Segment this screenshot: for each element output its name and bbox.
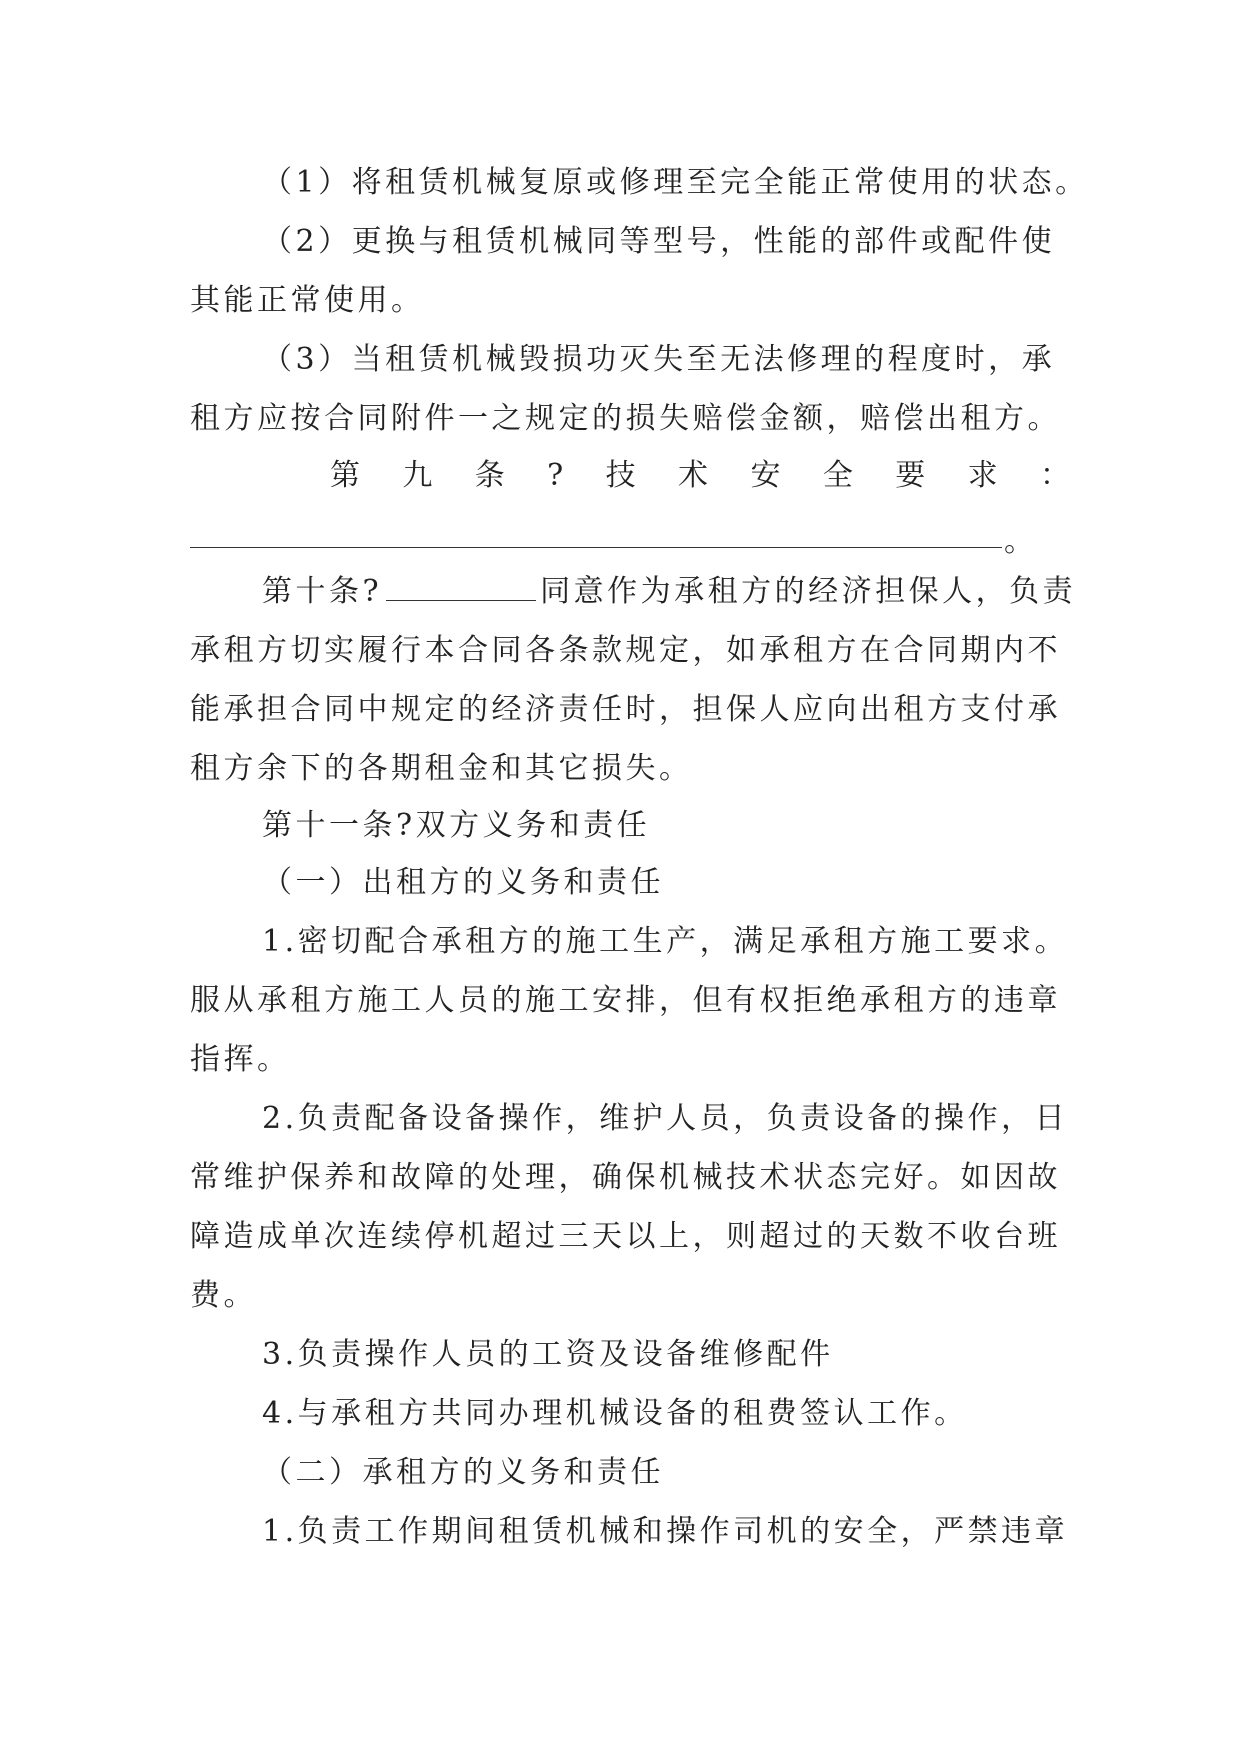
clause-9-char: 九 xyxy=(402,458,433,493)
clause-10-label: 第十条? xyxy=(262,574,383,609)
lessor-item-3: 3.负责操作人员的工资及设备维修配件 xyxy=(262,1337,834,1372)
clause-9-char: 要 xyxy=(895,458,926,493)
lessee-item-1: 1.负责工作期间租赁机械和操作司机的安全，严禁违章 xyxy=(262,1514,1069,1549)
lessor-item-2-cont-1: 常维护保养和故障的处理，确保机械技术状态完好。如因故 xyxy=(190,1160,1061,1195)
clause-10-cont-3: 租方余下的各期租金和其它损失。 xyxy=(190,751,693,786)
clause-9-char: 求 xyxy=(967,458,998,493)
clause-9-heading xyxy=(330,456,1070,496)
clause-9-char: ? xyxy=(547,458,564,493)
clause-8-item-1: （1）将租赁机械复原或修理至完全能正常使用的状态。 xyxy=(262,165,1089,200)
clause-10-cont-2: 能承担合同中规定的经济责任时，担保人应向出租方支付承 xyxy=(190,692,1061,727)
guarantor-blank xyxy=(386,576,536,601)
clause-9-char: 安 xyxy=(750,458,781,493)
clause-9-char: 第 xyxy=(330,458,360,493)
clause-10 xyxy=(262,572,1142,612)
clause-8-item-3: （3）当租赁机械毁损功灭失至无法修理的程度时，承 xyxy=(262,342,1056,377)
clause-10-cont-1: 承租方切实履行本合同各条款规定，如承租方在合同期内不 xyxy=(190,633,1061,668)
lessor-item-4: 4.与承租方共同办理机械设备的租费签认工作。 xyxy=(262,1396,968,1431)
clause-9-blank-line xyxy=(190,547,1002,548)
clause-9-char: ： xyxy=(1040,458,1070,493)
clause-9-char: 全 xyxy=(822,458,853,493)
clause-8-item-2: （2）更换与租赁机械同等型号，性能的部件或配件使 xyxy=(262,224,1056,259)
clause-10-text: 同意作为承租方的经济担保人，负责 xyxy=(540,574,1077,609)
section-lessor-heading: （一）出租方的义务和责任 xyxy=(262,865,664,900)
clause-9-char: 条 xyxy=(474,458,505,493)
clause-11-heading: 第十一条?双方义务和责任 xyxy=(262,808,651,843)
clause-8-item-2-cont: 其能正常使用。 xyxy=(190,283,425,318)
lessor-item-1-cont-2: 指挥。 xyxy=(190,1042,291,1077)
lessor-item-1-cont-1: 服从承租方施工人员的施工安排，但有权拒绝承租方的违章 xyxy=(190,983,1061,1018)
lessor-item-1: 1.密切配合承租方的施工生产，满足承租方施工要求。 xyxy=(262,924,1069,959)
clause-9-char: 术 xyxy=(678,458,709,493)
lessor-item-2-cont-2: 障造成单次连续停机超过三天以上，则超过的天数不收台班 xyxy=(190,1219,1061,1254)
clause-9-blank-period: 。 xyxy=(1004,524,1034,559)
section-lessee-heading: （二）承租方的义务和责任 xyxy=(262,1455,664,1490)
lessor-item-2: 2.负责配备设备操作，维护人员，负责设备的操作，日 xyxy=(262,1101,1069,1136)
lessor-item-2-cont-3: 费。 xyxy=(190,1278,257,1313)
clause-9-char: 技 xyxy=(605,458,636,493)
clause-8-item-3-cont: 租方应按合同附件一之规定的损失赔偿金额，赔偿出租方。 xyxy=(190,401,1061,436)
